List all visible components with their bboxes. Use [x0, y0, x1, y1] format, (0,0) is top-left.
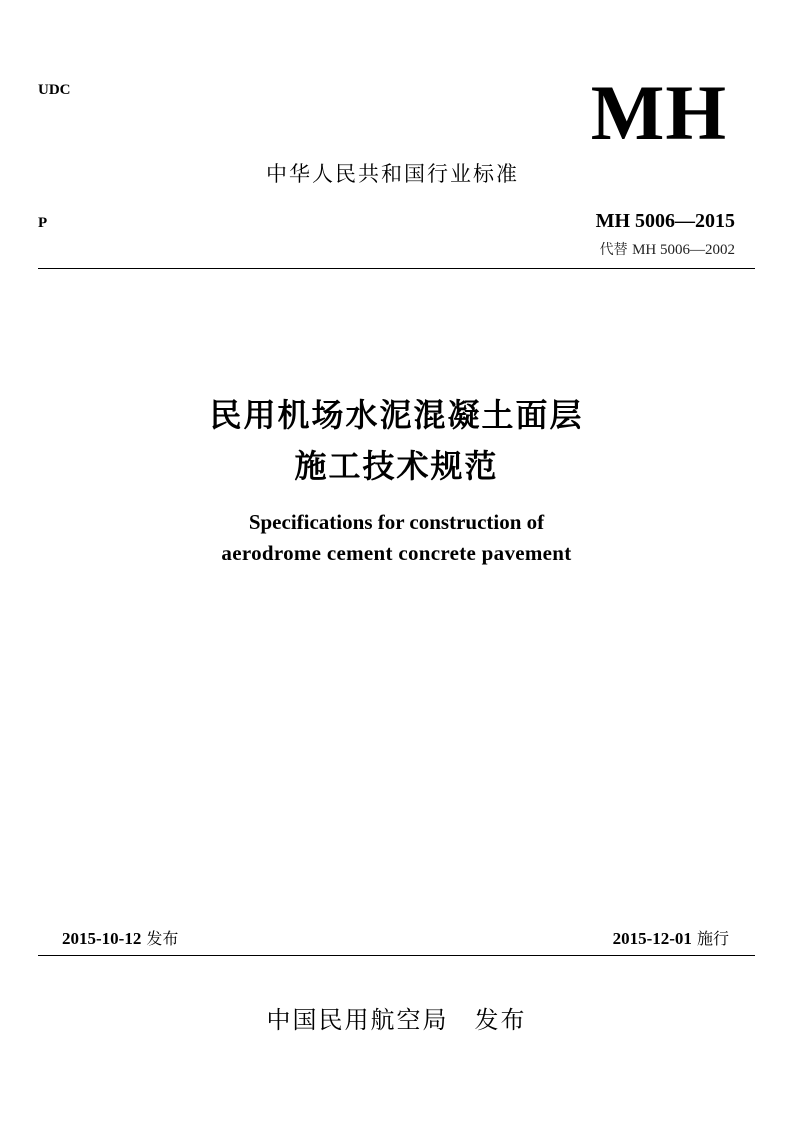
effective-date-line: [613, 926, 729, 949]
publish-word: 发布: [474, 1006, 527, 1034]
industry-standard-heading: [0, 158, 793, 188]
title-en-line1: Specifications for construction of: [248, 510, 545, 534]
replaces-line: [600, 239, 735, 259]
issue-date: 2015-10-12: [62, 929, 142, 948]
replaces-prefix: 代替: [599, 242, 628, 258]
bottom-divider: [38, 955, 755, 956]
udc-label: UDC: [38, 82, 71, 98]
title-cn-line1: 民用机场水泥混凝土面层: [209, 396, 584, 434]
issue-date-line: [62, 926, 178, 949]
effective-date: 2015-12-01: [612, 929, 692, 948]
standard-number: MH 5006—2015: [595, 210, 735, 232]
replaces-number: MH 5006—2002: [632, 242, 735, 258]
industry-standard-text: 中华人民共和国行业标准: [266, 162, 519, 186]
publisher-name: 中国民用航空局: [266, 1006, 449, 1034]
classification-code: P: [38, 215, 48, 231]
publisher-line: [0, 1000, 793, 1035]
mh-logo: MH: [590, 69, 727, 156]
title-cn-line2: 施工技术规范: [294, 447, 499, 485]
top-divider: [38, 268, 755, 269]
effective-word: 施行: [696, 929, 729, 948]
title-en-line2: aerodrome cement concrete pavement: [221, 541, 572, 565]
issue-word: 发布: [146, 929, 179, 948]
